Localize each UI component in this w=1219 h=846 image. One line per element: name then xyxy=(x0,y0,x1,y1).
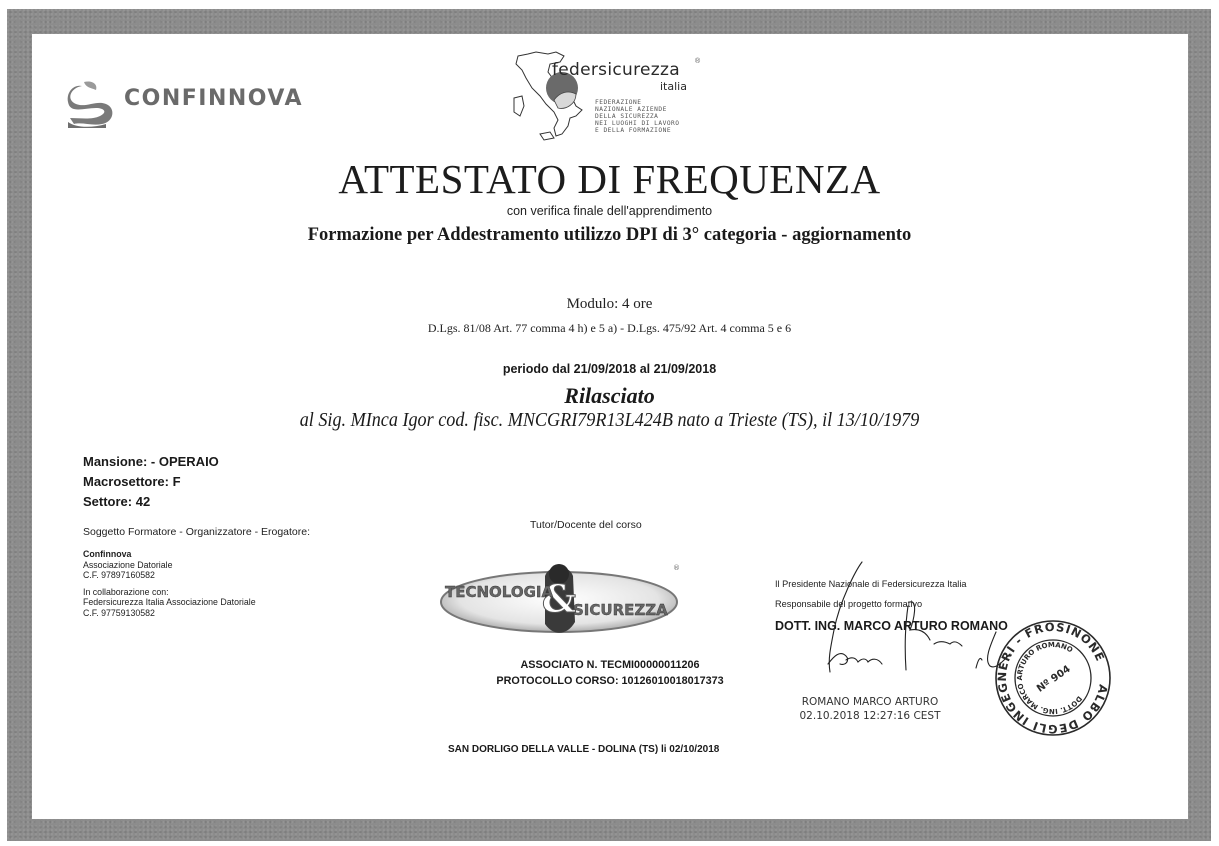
organizer-cf: C.F. 97897160582 xyxy=(83,570,155,581)
digital-signature-block xyxy=(780,695,960,723)
engineer-seal-stamp-icon xyxy=(992,618,1114,738)
organizer-block xyxy=(83,549,256,619)
course-period: periodo dal 21/09/2018 al 21/09/2018 xyxy=(502,362,717,376)
worker-fields xyxy=(83,452,219,512)
certificate-title: ATTESTATO DI FREQUENZA xyxy=(338,156,881,202)
svg-text:ALBO DEGLI INGEGNERI - FROSINO: ALBO DEGLI INGEGNERI - FROSINONE xyxy=(994,619,1111,737)
svg-text:®: ® xyxy=(673,564,680,572)
field-mansione: Mansione: - OPERAIO xyxy=(83,454,219,469)
module-duration: Modulo: 4 ore xyxy=(566,296,653,312)
field-macrosettore: Macrosettore: F xyxy=(83,474,181,489)
confinnova-swirl-icon xyxy=(62,78,120,128)
federsicurezza-wordmark: federsicurezza xyxy=(552,60,680,80)
tecnologia-sicurezza-logo xyxy=(437,562,682,640)
registered-mark: ® xyxy=(695,58,701,65)
organizer-name: Confinnova xyxy=(83,549,132,559)
president-title: Il Presidente Nazionale di Federsicurezza Italia xyxy=(775,579,967,589)
law-reference: D.Lgs. 81/08 Art. 77 comma 4 h) e 5 a) - D.Lgs. 475/92 Art. 4 comma 5 e 6 xyxy=(427,321,792,335)
president-name: DOTT. ING. MARCO ARTURO ROMANO xyxy=(775,619,1008,633)
course-protocol: PROTOCOLLO CORSO: 10126010018017373 xyxy=(496,675,724,687)
federsicurezza-tagline: FEDERAZIONE NAZIONALE AZIENDE DELLA SICUREZZA NEI LUOGHI DI LAVORO E DELLA FORMAZIONE xyxy=(595,99,680,134)
issued-label: Rilasciato xyxy=(564,383,655,408)
digital-signature-timestamp: 02.10.2018 12:27:16 CEST xyxy=(799,710,941,722)
svg-text:SICUREZZA: SICUREZZA xyxy=(573,601,668,619)
tutor-label: Tutor/Docente del corso xyxy=(530,519,642,531)
svg-text:&: & xyxy=(541,576,577,621)
svg-text:Nº 904: Nº 904 xyxy=(1034,663,1073,695)
field-settore: Settore: 42 xyxy=(83,494,151,509)
organizer-type: Associazione Datoriale xyxy=(83,559,173,570)
svg-text:DOTT. ING. MARCO ARTURO ROMANO: DOTT. ING. MARCO ARTURO ROMANO xyxy=(1015,640,1084,716)
recipient-line: al Sig. MInca Igor cod. fisc. MNCGRI79R13L424B nato a Trieste (TS), il 13/10/1979 xyxy=(299,410,920,431)
confinnova-wordmark: CONFINNOVA xyxy=(124,86,303,111)
organizer-label: Soggetto Formatore - Organizzatore - Erogatore: xyxy=(83,526,311,538)
course-name: Formazione per Addestramento utilizzo DPI di 3° categoria - aggiornamento xyxy=(307,225,912,245)
certificate-subtitle: con verifica finale dell'apprendimento xyxy=(506,204,713,218)
confinnova-logo xyxy=(62,78,322,128)
collab-label: In collaborazione con: xyxy=(83,586,169,597)
svg-text:TECNOLOGIA: TECNOLOGIA xyxy=(445,583,554,601)
tecnologia-sicurezza-emblem-icon xyxy=(437,562,682,640)
collab-name: Federsicurezza Italia Associazione Datoriale xyxy=(83,597,256,608)
collab-cf: C.F. 97759130582 xyxy=(83,607,155,618)
project-responsible: Responsabile del progetto formativo xyxy=(775,599,923,609)
digital-signer-name: ROMANO MARCO ARTURO xyxy=(801,696,939,708)
associate-number: ASSOCIATO N. TECMI00000011206 xyxy=(520,659,700,671)
federsicurezza-logo xyxy=(510,48,710,143)
federsicurezza-italia: italia xyxy=(660,80,687,93)
